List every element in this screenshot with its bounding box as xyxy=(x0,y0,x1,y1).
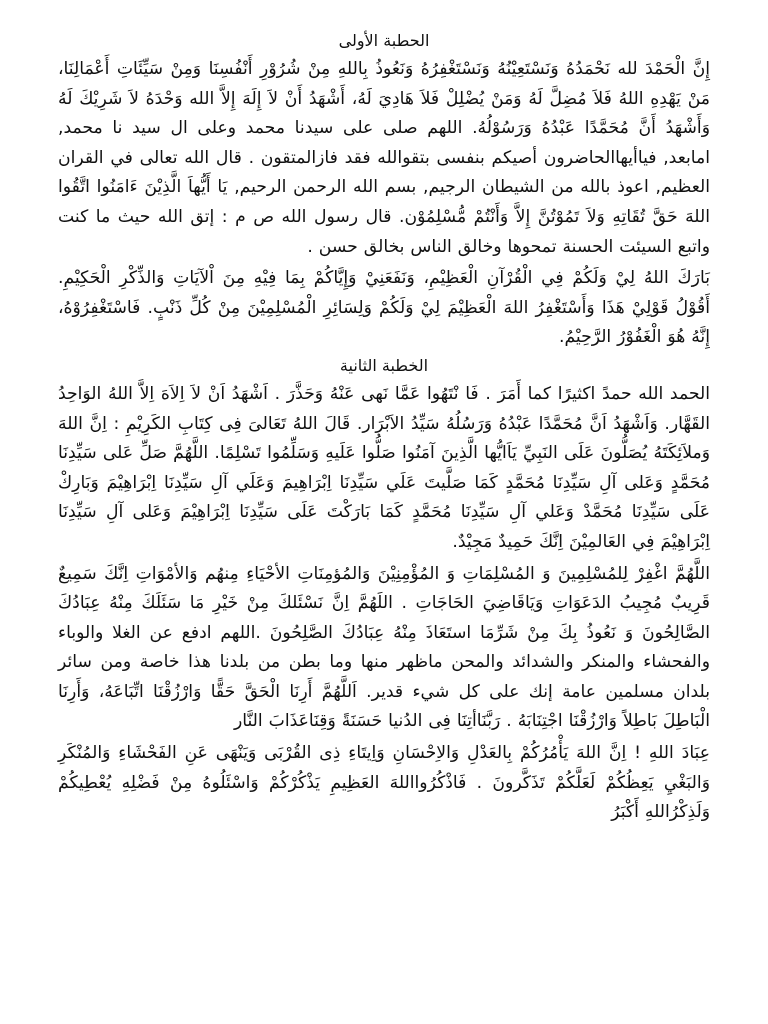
second-sermon-title: الخطبة الثانية xyxy=(339,355,429,375)
first-sermon-closing-paragraph: بَارَكَ اللهُ لِيْ وَلَكُمْ فِي الْقُرْآنِ الْعَظِيْمِ، وَنَفَعَنِيْ وَإِيَّاكُمْ بِمَا فِيْهِ مِنَ اْلآيَاتِ وَالذِّكْرِ الْحَكِيْمِ. أَقُوْلُ قَوْلِيْ هَذَا وَأَسْتَغْفِرُ اللهَ الْعَظِيْمَ لِيْ وَلَكُمْ وَلِسَائِرِ الْمُسْلِمِيْنَ مِنْ كُلِّ ذَنْبٍ. فَاسْتَغْفِرُوْهُ، إِنَّهُ هُوَ الْغَفُوْرُ الرَّحِيْمُ. xyxy=(58,268,710,348)
first-sermon-title: الحطبة الأولى xyxy=(338,31,430,50)
second-sermon-closing-paragraph: عِبَادَ اللهِ ! اِنَّ اللهَ يَأْمُرُكُمْ بِالعَدْلِ وَالاِحْسَانِ وَاِيتَاءِ ذِى القُرْبَى وَيَنْهَى عَنِ الفَحْشَاءِ وَالمُنْكَرِ وَالبَغْيِ يَعِظُكُمْ لَعَلَّكُمْ تَذَكَّرونَ . فَاذْكُرُوااللهَ العَظِيمِ يَذْكُرْكُمْ وَاسْئَلُوهُ مِنْ فَضْلِهِ يُعْطِيكُمْ وَلَذِكْرُاللهِ أَكْبَرُ xyxy=(58,743,710,823)
first-sermon-opening-paragraph: إِنَّ الْحَمْدَ لله نَحْمَدُهُ وَنَسْتَعِيْنُهُ وَنَسْتَغْفِرُهُ وَنَعُوذُ بِاللهِ مِنْ شُرُوْرِ أَنْفُسِنَا وَمِنْ سَيِّئَاتِ أَعْمَالِنَا، مَنْ يَهْدِهِ اللهُ فَلاَ مُضِلَّ لَهُ وَمَنْ يُضْلِلْ فَلاَ هَادِيَ لَهُ، أَشْهَدُ أَنْ لاَ إِلَهَ إِلاَّ الله وَحْدَهُ لاَ شَرِيْكَ لَهُ وَأَشْهَدُ أَنَّ مُحَمَّدًا عَبْدُهُ وَرَسُوْلُهُ. اللهم صلى على سيدنا محمد وعلى ال سيد نا محمد, امابعد, فياأيهاالحاضرون أصيكم بنفسى بتقوالله فقد فازالمتقون . قال الله تعالى في القران العظيم, اعوذ بالله من الشيطان الرجيم, بسم الله الرحمن الرحيم, يَا أَيُّهاَ الَّذِيْنَ ءَامَنُوا اتَّقُوا اللهَ حَقَّ تُقَاتِهِ وَلاَ تَمُوْتُنَّ إِلاَّ وَأَنْتُمْ مُّسْلِمُوْن. قال رسول الله ص م : إتق الله حيث ما كنت واتبع السيئت الحسنة تمحوها وخالق الناس بخالق حسن . xyxy=(58,59,710,257)
second-sermon-opening-paragraph: الحمد الله حمدً اكثيرًا كما أَمَرَ . فَا نْتَهُوا عَمَّا نَهى عَنْهُ وَحَذَّرَ . اَشْهَدُ اَنْ لاَ اِلاَهَ اِلاَّ اللهُ الوَاحِدُ القَهَّار. وَاَشْهَدُ اَنَّ مُحَمَّدًا عَبْدُهُ وَرَسُلُهُ سَيِّدُ الاَبْرَار. قَالَ اللهُ تَعَالىَ فِى كِتَابِ الكَرِيْمِ : اِنَّ اللهَ وَملاَئِكَتَهُ يُصَلُّونَ عَلَى النَبِيِّ يَاَايُّها الَّذِينَ آمَنُوا صَلُّوا عَلَيهِ وَسَلِّمُوا تَسْلِمًا. اللَّهُمَّ صَلِّ عَلى سَيِّدِنَا مُحَمَّدٍ وَعَلى آلِ سَيِّدِنَا مُحَمَّدٍ كَمَا صَلَّيتَ عَلَي سَيِّدِنَا اِبْرَاهِيمَ وَعَلَي آلِ سَيِّدِنَا اِبْرَاهِيْمَ وَبَارِكْ عَلَى سَيِّدِنَا مُحَمَّدْ وَعَلي آلِ سَيِّدِنَا مُحَمَّدٍ كَمَا بَارَكْتَ عَلَى سَيِّدِنَا اِبْرَاهِيْمَ وَعَلى آلِ سَيِّدِنَا اِبْرَاهِيْمَ فِي العَالمِيْنَ اِنَّكَ حَمِيدٌ مَجِيْدٌ. xyxy=(58,383,710,552)
second-sermon-prayer-paragraph: اللَّهُمَّ اغْفِرْ لِلمُسْلِمِينَ وَ المُسْلِمَاتِ وَ المُؤْمِنِيْنَ وَالمُؤمِنَاتِ الأحْيَاءِ مِنهُم وَالأمْوَاتِ اِنَّكَ سَمِيعٌ قَرِيبٌ مُجِيبُ الدَعَوَاتِ وَيَاقَاضِيَ الحَاجَاتِ . اللَهُمَّ اِنَّ نَسْئَلكَ مِنْ خَيْرِ مَا سَئَلَكَ مِنْهُ عِبَادُكَ الصَّالِحُونَ وَ نَعُوذُ بِكَ مِنْ شَرِّمَا استَعَاذَ مِنْهُ عِبَادُكَ الصَّلِحُونَ .اللهم ادفع عن الغلا والوباء والفحشاء والمنكر والشدائد والمحن ماظهر منها وما بطن من بلدنا هذا خاصة ومن سائر بلدان مسلمين عامة إنك على كل شيء قدير. اَللَّهُمَّ أَرِنَا الْحَقَّ حَقًّا وَارْزُقْنَا اتِّبَاعَهُ، وَأَرِنَا الْبَاطِلَ بَاطِلاً وَارْزُقْنَا اجْتِنَابَهُ . رَبَّنَاأتِنَا فِى الدُنيا حَسَنَةً وَقِنَاعَذَابَ النَّار xyxy=(58,563,710,732)
